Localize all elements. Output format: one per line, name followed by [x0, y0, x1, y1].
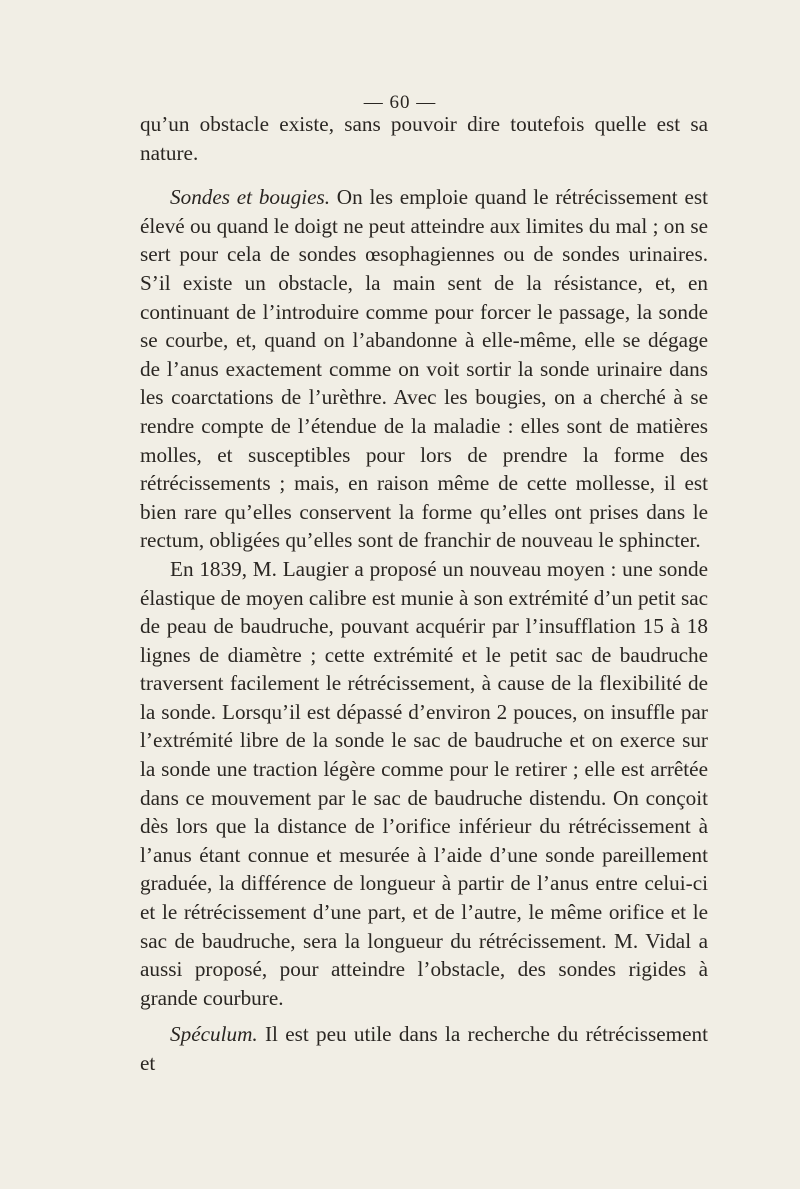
section-heading-speculum: Spéculum. — [170, 1022, 258, 1047]
page-number: — 60 — — [363, 92, 437, 113]
paragraph-laugier — [140, 555, 708, 1013]
paragraph-text: En 1839, M. Laugier a proposé un nouveau moyen : une sonde élastique de moyen calibre est munie à son extrémité d’un petit sac de peau de baudruche, pouvant acquérir par l’insufflation 15 à 18 lignes de diamètre ; cette extrémité et le petit sac de baudruche traversent facilement le rétrécissement, à cause de la flexibilité de la sonde. Lorsqu’il est dépassé d’environ 2 pouces, on insuffle par l’extrémité libre de la sonde le sac de baudruche et on exerce sur la sonde une traction légère comme pour le retirer ; elle est arrêtée dans ce mouvement par le sac de baudruche distendu. On conçoit dès lors que la distance de l’orifice inférieur du rétrécissement à l’anus étant connue et mesurée à l’aide d’une sonde pareillement graduée, la différence de longueur à partir de l’anus entre celui-ci et le rétrécissement d’une part, et de l’autre, le même orifice et le sac de baudruche, sera la longueur du rétrécissement. M. Vidal a aussi proposé, pour atteindre l’obstacle, des sondes rigides à grande courbure. — [140, 556, 708, 1010]
paragraph-text: qu’un obstacle existe, sans pouvoir dire toutefois quelle est sa nature. — [140, 112, 708, 165]
paragraph-text: On les emploie quand le rétrécissement est élevé ou quand le doigt ne peut atteindre aux limites du mal ; on se sert pour cela de sondes œsophagiennes ou de sondes urinaires. S’il existe un obstacle, la main sent de la résistance, et, en continuant de l’introduire comme pour forcer le passage, la sonde se courbe, et, quand on l’abandonne à elle-même, elle se dégage de l’anus exactement comme on voit sortir la sonde urinaire dans les coarctations de l’urèthre. Avec les bougies, on a cherché à se rendre compte de l’étendue de la maladie : elles sont de matières molles, et susceptibles pour lors de prendre la forme des rétrécissements ; mais, en raison même de cette mollesse, il est bien rare qu’elles conservent la forme qu’elles ont prises dans le rectum, obligées qu’elles sont de franchir de nouveau le sphincter. — [140, 185, 708, 553]
section-heading-sondes: Sondes et bougies. — [170, 185, 331, 210]
paragraph-continuation — [140, 110, 708, 167]
paragraph-speculum — [140, 1020, 708, 1077]
paragraph-text: Il est peu utile dans la recherche du rétrécissement et — [140, 1022, 708, 1075]
body-text — [140, 110, 708, 1078]
paragraph-sondes-bougies — [140, 183, 708, 555]
